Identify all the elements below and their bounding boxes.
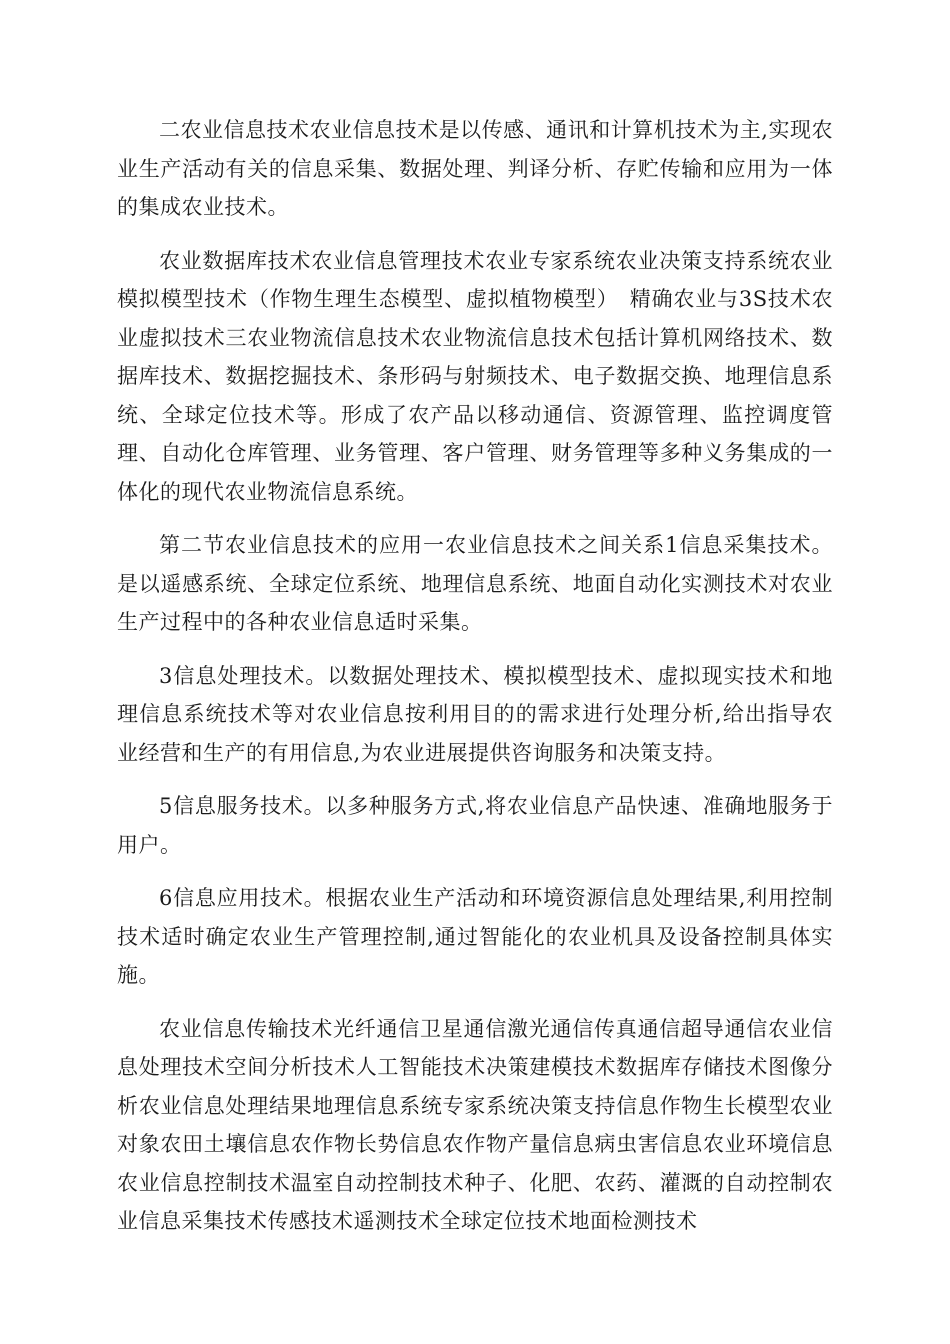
paragraph-info-service: 5信息服务技术。以多种服务方式,将农业信息产品快速、准确地服务于用户。 bbox=[117, 794, 833, 857]
paragraph-agri-database-logistics: 农业数据库技术农业信息管理技术农业专家系统农业决策支持系统农业模拟模型技术（作物生理生态模型、虚拟植物模型） 精确农业与3S技术农业虚拟技术三农业物流信息技术农业物流信息技术包括计算机网络技术、数据库技术、数据挖掘技术、条形码与射频技术、电子数据交换、地理信息系统、全球定位技术等。形成了农产品以移动通信、资源管理、监控调度管理、自动化仓库管理、业务管理、客户管理、财务管理等多种义务集成的一体化的现代农业物流信息系统。 bbox=[117, 248, 833, 504]
paragraph-agri-info-tech-intro: 二农业信息技术农业信息技术是以传感、通讯和计算机技术为主,实现农业生产活动有关的信息采集、数据处理、判译分析、存贮传输和应用为一体的集成农业技术。 bbox=[117, 118, 833, 219]
paragraph-info-application: 6信息应用技术。根据农业生产活动和环境资源信息处理结果,利用控制技术适时确定农业生产管理控制,通过智能化的农业机具及设备控制具体实施。 bbox=[117, 886, 833, 987]
paragraph-transmission-processing: 农业信息传输技术光纤通信卫星通信激光通信传真通信超导通信农业信息处理技术空间分析技术人工智能技术决策建模技术数据库存储技术图像分析农业信息处理结果地理信息系统专家系统决策支持信息作物生长模型农业对象农田土壤信息农作物长势信息农作物产量信息病虫害信息农业环境信息农业信息控制技术温室自动控制技术种子、化肥、农药、灌溉的自动控制农业信息采集技术传感技术遥测技术全球定位技术地面检测技术 bbox=[117, 1016, 833, 1233]
document-body bbox=[117, 111, 833, 1256]
paragraph-section-two-collection: 第二节农业信息技术的应用一农业信息技术之间关系1信息采集技术。是以遥感系统、全球定位系统、地理信息系统、地面自动化实测技术对农业生产过程中的各种农业信息适时采集。 bbox=[117, 533, 833, 634]
paragraph-info-processing: 3信息处理技术。以数据处理技术、模拟模型技术、虚拟现实技术和地理信息系统技术等对农业信息按利用目的的需求进行处理分析,给出指导农业经营和生产的有用信息,为农业进展提供咨询服务和决策支持。 bbox=[117, 663, 833, 765]
